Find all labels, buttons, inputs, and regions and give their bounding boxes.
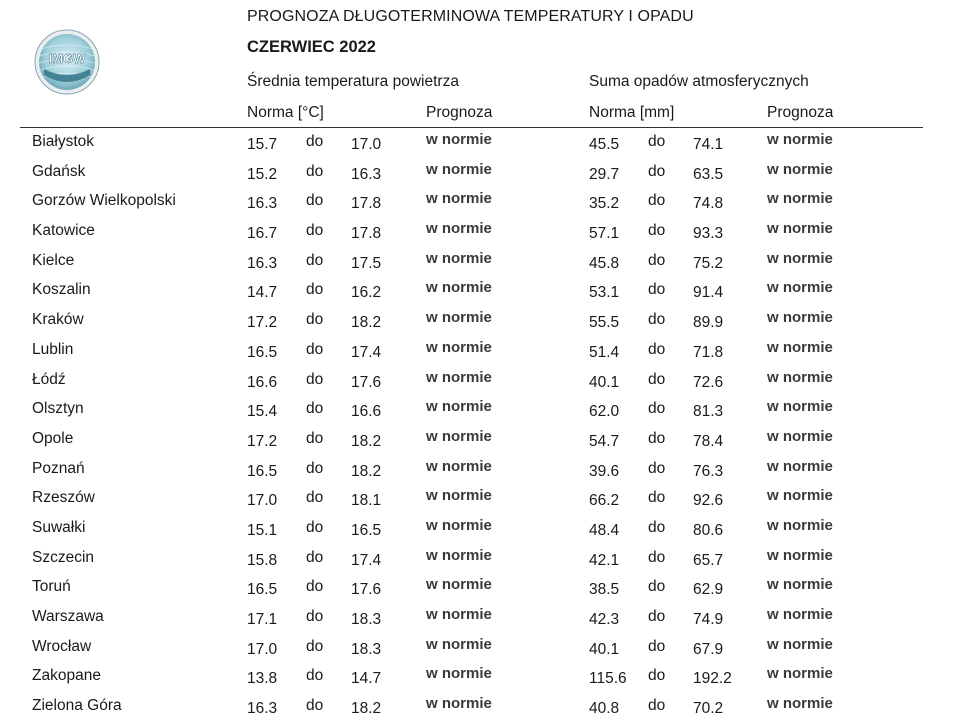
table-row	[0, 396, 955, 426]
precipitation-norm-min: 51.4	[589, 343, 620, 361]
temperature-norm-min: 15.4	[247, 403, 278, 421]
temperature-forecast: w normie	[426, 635, 492, 653]
precipitation-norm-max: 72.6	[693, 373, 724, 391]
temperature-norm-max: 17.5	[351, 254, 382, 272]
temperature-norm-min: 15.1	[247, 521, 278, 539]
temperature-norm-separator: do	[306, 192, 324, 210]
precipitation-forecast: w normie	[767, 131, 833, 148]
precipitation-norm-separator: do	[648, 281, 666, 299]
city-name: Koszalin	[32, 281, 91, 299]
temperature-norm-separator: do	[306, 311, 324, 329]
precipitation-norm-separator: do	[648, 222, 666, 240]
precipitation-norm-max: 93.3	[693, 225, 724, 243]
temperature-forecast: w normie	[426, 220, 492, 238]
precipitation-norm-max: 92.6	[693, 492, 724, 510]
city-name: Gdańsk	[32, 162, 86, 180]
temperature-norm-min: 15.8	[247, 551, 278, 569]
temperature-norm-separator: do	[306, 281, 324, 299]
precipitation-norm-min: 40.8	[589, 700, 620, 718]
precipitation-norm-separator: do	[648, 370, 666, 388]
precipitation-norm-max: 74.8	[693, 195, 724, 213]
precipitation-norm-max: 74.9	[693, 611, 724, 628]
temperature-norm-min: 15.7	[247, 136, 278, 153]
city-name: Olsztyn	[32, 400, 84, 418]
precipitation-norm-min: 54.7	[589, 432, 620, 450]
city-name: Poznań	[32, 459, 85, 477]
precipitation-norm-min: 35.2	[589, 195, 620, 213]
precipitation-norm-max: 63.5	[693, 165, 724, 183]
header-divider	[20, 127, 923, 128]
temperature-norm-min: 13.8	[247, 670, 278, 688]
precipitation-norm-max: 74.1	[693, 136, 724, 153]
precipitation-forecast-header: Prognoza	[767, 104, 834, 121]
temperature-norm-separator: do	[306, 133, 324, 150]
city-name: Wrocław	[32, 637, 92, 655]
precipitation-forecast: w normie	[767, 606, 833, 623]
precipitation-norm-max: 91.4	[693, 284, 724, 302]
precipitation-norm-min: 55.5	[589, 314, 620, 332]
precipitation-forecast: w normie	[767, 487, 833, 505]
table-row	[0, 574, 955, 604]
temperature-norm-separator: do	[306, 162, 324, 180]
precipitation-forecast: w normie	[767, 279, 833, 297]
precipitation-forecast: w normie	[767, 635, 833, 653]
temperature-norm-max: 17.4	[351, 551, 382, 569]
temperature-norm-max: 18.2	[351, 700, 382, 718]
precipitation-forecast: w normie	[767, 576, 833, 594]
temperature-norm-max: 18.3	[351, 611, 382, 628]
precipitation-forecast: w normie	[767, 546, 833, 564]
precipitation-norm-min: 45.8	[589, 254, 620, 272]
temperature-norm-max: 17.6	[351, 373, 382, 391]
temperature-forecast: w normie	[426, 606, 492, 623]
table-row	[0, 129, 955, 159]
precipitation-norm-max: 65.7	[693, 551, 724, 569]
precipitation-norm-max: 81.3	[693, 403, 724, 421]
precipitation-norm-separator: do	[648, 340, 666, 358]
city-name: Suwałki	[32, 518, 86, 536]
temperature-norm-min: 17.1	[247, 611, 278, 628]
precipitation-norm-min: 66.2	[589, 492, 620, 510]
temperature-forecast: w normie	[426, 398, 492, 416]
temperature-norm-min: 17.2	[247, 314, 278, 332]
temperature-norm-separator: do	[306, 667, 324, 685]
temperature-forecast: w normie	[426, 160, 492, 178]
page-subtitle: CZERWIEC 2022	[247, 38, 376, 56]
precipitation-norm-max: 75.2	[693, 254, 724, 272]
temperature-norm-min: 15.2	[247, 165, 278, 183]
temperature-norm-max: 16.2	[351, 284, 382, 302]
temperature-norm-min: 16.5	[247, 581, 278, 599]
precipitation-norm-max: 70.2	[693, 700, 724, 718]
precipitation-forecast: w normie	[767, 338, 833, 356]
table-row	[0, 277, 955, 307]
city-name: Toruń	[32, 578, 71, 596]
temperature-norm-separator: do	[306, 697, 324, 715]
temperature-norm-min: 17.2	[247, 432, 278, 450]
temperature-norm-min: 16.3	[247, 195, 278, 213]
temperature-norm-min: 16.6	[247, 373, 278, 391]
temperature-norm-max: 16.5	[351, 521, 382, 539]
city-name: Lublin	[32, 340, 74, 358]
precipitation-norm-min: 115.6	[589, 670, 627, 688]
precipitation-norm-min: 42.1	[589, 551, 620, 569]
city-name: Gorzów Wielkopolski	[32, 192, 176, 210]
precipitation-norm-separator: do	[648, 637, 666, 655]
city-name: Zakopane	[32, 667, 101, 685]
precipitation-norm-separator: do	[648, 548, 666, 566]
precipitation-norm-header: Norma [mm]	[589, 104, 675, 121]
table-row	[0, 367, 955, 397]
precipitation-norm-separator: do	[648, 162, 666, 180]
temperature-norm-min: 16.3	[247, 700, 278, 718]
temperature-norm-min: 16.5	[247, 462, 278, 480]
table-row	[0, 515, 955, 545]
temperature-forecast: w normie	[426, 368, 492, 386]
temperature-norm-max: 18.2	[351, 432, 382, 450]
temperature-norm-min: 16.5	[247, 343, 278, 361]
forecast-table	[0, 129, 955, 723]
precipitation-norm-min: 57.1	[589, 225, 620, 243]
temperature-norm-max: 18.3	[351, 640, 382, 658]
temperature-norm-min: 14.7	[247, 284, 278, 302]
temperature-norm-separator: do	[306, 578, 324, 596]
city-name: Kielce	[32, 251, 75, 269]
temperature-norm-max: 18.2	[351, 314, 382, 332]
table-row	[0, 604, 955, 634]
temperature-forecast: w normie	[426, 249, 492, 267]
page-title: PROGNOZA DŁUGOTERMINOWA TEMPERATURY I OPADU	[247, 8, 694, 25]
precipitation-norm-separator: do	[648, 697, 666, 715]
temperature-norm-separator: do	[306, 370, 324, 388]
temperature-norm-separator: do	[306, 548, 324, 566]
precipitation-forecast: w normie	[767, 368, 833, 386]
precipitation-norm-max: 89.9	[693, 314, 724, 332]
city-name: Kraków	[32, 311, 84, 329]
precipitation-norm-separator: do	[648, 192, 666, 210]
precipitation-norm-min: 42.3	[589, 611, 620, 628]
table-row	[0, 634, 955, 664]
city-name: Zielona Góra	[32, 697, 122, 715]
city-name: Szczecin	[32, 548, 95, 566]
table-row	[0, 545, 955, 575]
temperature-norm-separator: do	[306, 429, 324, 447]
temperature-norm-separator: do	[306, 489, 324, 507]
precipitation-forecast: w normie	[767, 665, 833, 683]
precipitation-group-header: Suma opadów atmosferycznych	[589, 73, 809, 90]
temperature-forecast-header: Prognoza	[426, 104, 493, 121]
temperature-norm-separator: do	[306, 340, 324, 358]
table-row	[0, 337, 955, 367]
precipitation-norm-separator: do	[648, 251, 666, 269]
precipitation-norm-max: 71.8	[693, 343, 724, 361]
temperature-norm-max: 17.0	[351, 136, 382, 153]
precipitation-norm-separator: do	[648, 459, 666, 477]
precipitation-forecast: w normie	[767, 516, 833, 534]
temperature-norm-max: 17.8	[351, 225, 382, 243]
temperature-norm-separator: do	[306, 518, 324, 536]
precipitation-forecast: w normie	[767, 427, 833, 445]
temperature-norm-separator: do	[306, 400, 324, 418]
table-row	[0, 693, 955, 723]
city-name: Białystok	[32, 133, 95, 150]
precipitation-norm-max: 80.6	[693, 521, 724, 539]
temperature-norm-max: 14.7	[351, 670, 382, 688]
temperature-norm-max: 16.3	[351, 165, 382, 183]
precipitation-norm-separator: do	[648, 578, 666, 596]
precipitation-forecast: w normie	[767, 160, 833, 178]
precipitation-norm-max: 62.9	[693, 581, 724, 599]
precipitation-forecast: w normie	[767, 309, 833, 327]
imgw-logo	[34, 29, 100, 95]
precipitation-norm-min: 48.4	[589, 521, 620, 539]
table-row	[0, 159, 955, 189]
temperature-forecast: w normie	[426, 279, 492, 297]
temperature-norm-max: 17.8	[351, 195, 382, 213]
precipitation-norm-separator: do	[648, 489, 666, 507]
precipitation-norm-min: 39.6	[589, 462, 620, 480]
precipitation-norm-separator: do	[648, 518, 666, 536]
table-row	[0, 456, 955, 486]
precipitation-forecast: w normie	[767, 220, 833, 238]
temperature-norm-separator: do	[306, 459, 324, 477]
temperature-norm-max: 18.2	[351, 462, 382, 480]
table-row	[0, 485, 955, 515]
table-row	[0, 218, 955, 248]
temperature-norm-max: 17.4	[351, 343, 382, 361]
precipitation-forecast: w normie	[767, 398, 833, 416]
temperature-forecast: w normie	[426, 516, 492, 534]
table-row	[0, 188, 955, 218]
precipitation-norm-separator: do	[648, 400, 666, 418]
precipitation-norm-min: 45.5	[589, 136, 620, 153]
temperature-norm-header: Norma [°C]	[247, 104, 324, 121]
precipitation-norm-max: 76.3	[693, 462, 724, 480]
temperature-norm-separator: do	[306, 222, 324, 240]
precipitation-norm-min: 62.0	[589, 403, 620, 421]
precipitation-forecast: w normie	[767, 190, 833, 208]
temperature-norm-separator: do	[306, 608, 324, 625]
table-row	[0, 248, 955, 278]
temperature-norm-min: 17.0	[247, 640, 278, 658]
temperature-norm-separator: do	[306, 637, 324, 655]
precipitation-norm-max: 67.9	[693, 640, 724, 658]
temperature-forecast: w normie	[426, 190, 492, 208]
temperature-forecast: w normie	[426, 427, 492, 445]
temperature-norm-max: 18.1	[351, 492, 382, 510]
precipitation-norm-separator: do	[648, 311, 666, 329]
logo-text: IMGW	[48, 51, 86, 66]
temperature-norm-min: 17.0	[247, 492, 278, 510]
precipitation-norm-max: 192.2	[693, 670, 732, 688]
city-name: Warszawa	[32, 608, 104, 625]
temperature-forecast: w normie	[426, 695, 492, 713]
table-row	[0, 426, 955, 456]
temperature-forecast: w normie	[426, 309, 492, 327]
city-name: Opole	[32, 429, 74, 447]
precipitation-norm-min: 40.1	[589, 640, 620, 658]
temperature-forecast: w normie	[426, 131, 492, 148]
precipitation-norm-separator: do	[648, 429, 666, 447]
imgw-logo-icon	[34, 29, 100, 95]
precipitation-norm-separator: do	[648, 133, 666, 150]
temperature-group-header: Średnia temperatura powietrza	[247, 73, 459, 90]
precipitation-forecast: w normie	[767, 695, 833, 713]
city-name: Rzeszów	[32, 489, 95, 507]
city-name: Łódź	[32, 370, 66, 388]
city-name: Katowice	[32, 222, 95, 240]
precipitation-forecast: w normie	[767, 457, 833, 475]
temperature-forecast: w normie	[426, 665, 492, 683]
precipitation-norm-min: 38.5	[589, 581, 620, 599]
temperature-forecast: w normie	[426, 457, 492, 475]
temperature-norm-max: 17.6	[351, 581, 382, 599]
temperature-norm-min: 16.3	[247, 254, 278, 272]
temperature-forecast: w normie	[426, 576, 492, 594]
temperature-norm-max: 16.6	[351, 403, 382, 421]
precipitation-norm-min: 40.1	[589, 373, 620, 391]
temperature-norm-separator: do	[306, 251, 324, 269]
table-row	[0, 307, 955, 337]
precipitation-norm-min: 53.1	[589, 284, 620, 302]
precipitation-norm-separator: do	[648, 608, 666, 625]
precipitation-norm-min: 29.7	[589, 165, 620, 183]
precipitation-forecast: w normie	[767, 249, 833, 267]
temperature-forecast: w normie	[426, 487, 492, 505]
temperature-norm-min: 16.7	[247, 225, 278, 243]
precipitation-norm-max: 78.4	[693, 432, 724, 450]
table-row	[0, 663, 955, 693]
temperature-forecast: w normie	[426, 546, 492, 564]
precipitation-norm-separator: do	[648, 667, 666, 685]
temperature-forecast: w normie	[426, 338, 492, 356]
